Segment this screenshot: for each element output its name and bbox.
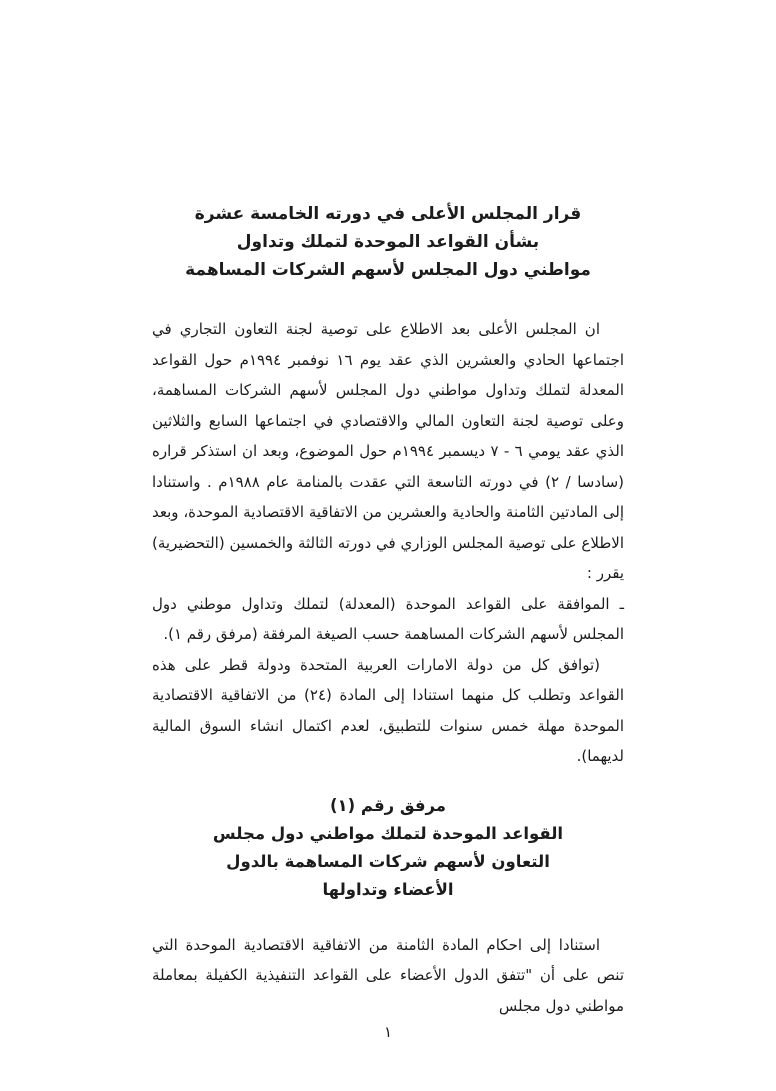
reservation-note-paragraph: (توافق كل من دولة الامارات العربية المتحدة ودولة قطر على هذه القواعد وتطلب كل منهما استنادا إلى المادة (٢٤) من الاتفاقية الاقتصادية الموحدة مهلة خمس سنوات للتطبيق، لعدم اكتمال انشاء السوق المالية لديهما). bbox=[152, 655, 624, 765]
annex-intro-paragraph: استنادا إلى احكام المادة الثامنة من الاتفاقية الاقتصادية الموحدة التي تنص على أن "تتفق الدول الأعضاء على القواعد التنفيذية الكفيلة بمعاملة مواطني دول مجلس bbox=[152, 935, 624, 1015]
title-line-3: مواطني دول المجلس لأسهم الشركات المساهمة bbox=[185, 260, 591, 280]
annex-title-line-3: التعاون لأسهم شركات المساهمة بالدول bbox=[226, 851, 550, 871]
document-title bbox=[152, 200, 624, 284]
page-number: ١ bbox=[383, 1023, 393, 1041]
document-content bbox=[152, 200, 624, 1021]
annex-title-line-2: القواعد الموحدة لتملك مواطني دول مجلس bbox=[212, 823, 564, 843]
title-line-1: قرار المجلس الأعلى في دورته الخامسة عشرة bbox=[194, 204, 582, 224]
annex-title-line-4: الأعضاء وتداولها bbox=[322, 879, 454, 899]
annex-title bbox=[152, 792, 624, 904]
preamble-paragraph: ان المجلس الأعلى بعد الاطلاع على توصية لجنة التعاون التجاري في اجتماعها الحادي والعشرين الذي عقد يوم ١٦ نوفمبر ١٩٩٤م حول القواعد المعدلة لتملك وتداول مواطني دول المجلس لأسهم الشركات المساهمة، وعلى توصية لجنة التعاون المالي والاقتصادي في اجتماعها السابع والثلاثين الذي عقد يومي ٦ - ٧ ديسمبر ١٩٩٤م حول الموضوع، وبعد ان استذكر قراره (سادسا / ٢) في دورته التاسعة التي عقدت بالمنامة عام ١٩٨٨م . واستنادا إلى المادتين الثامنة والحادية والعشرين من الاتفاقية الاقتصادية الموحدة، وبعد الاطلاع على توصية المجلس الوزاري في دورته الثالثة والخمسين (التحضيرية) يقرر : bbox=[152, 320, 625, 582]
annex-title-line-1: مرفق رقم (١) bbox=[329, 795, 447, 815]
decision-paragraph: ـ الموافقة على القواعد الموحدة (المعدلة) لتملك وتداول موطني دول المجلس لأسهم الشركات المساهمة حسب الصيغة المرفقة (مرفق رقم ١). bbox=[152, 594, 624, 643]
title-line-2: بشأن القواعد الموحدة لتملك وتداول bbox=[236, 232, 540, 252]
